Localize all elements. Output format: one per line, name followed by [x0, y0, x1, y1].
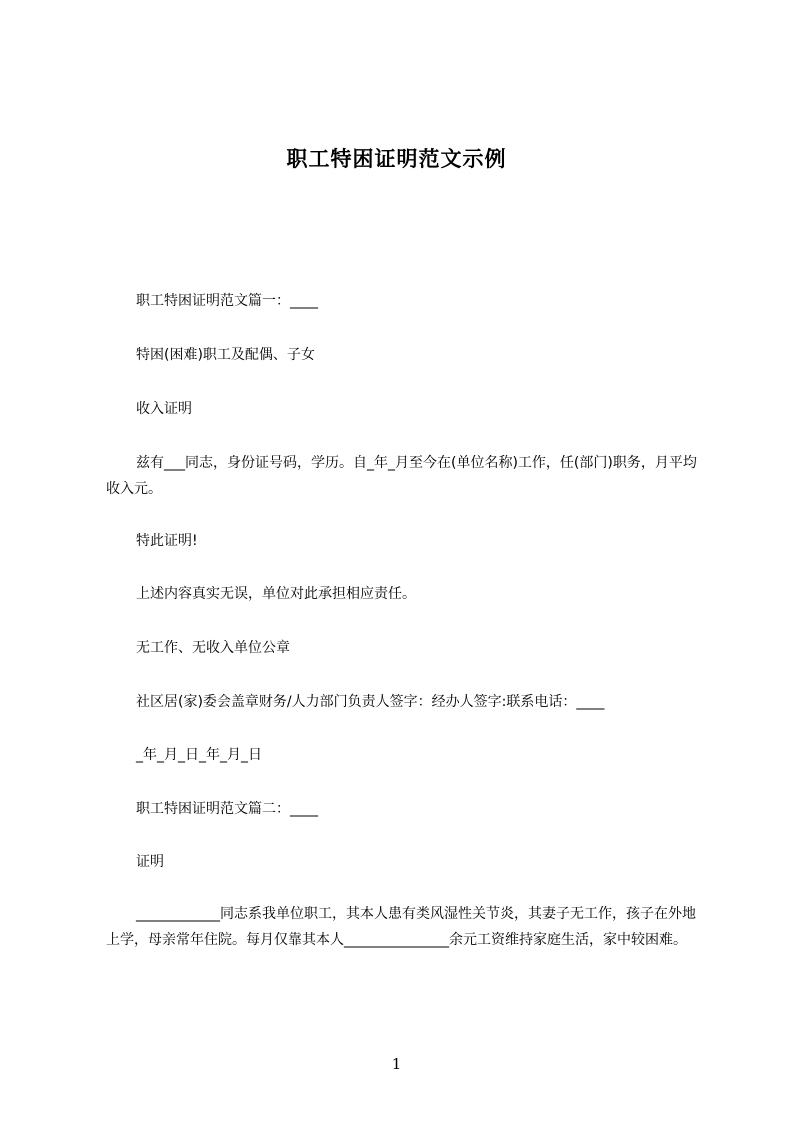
section-heading-1: 职工特困证明范文篇一：____ [136, 293, 318, 309]
form-heading: 收入证明 [136, 401, 192, 417]
body-paragraph-2: ____________同志系我单位职工，其本人患有类风湿性关节炎，其妻子无工作，孩子在外地上学，母亲常年住院。每月仅靠其本人_______________余元工资维持家庭生活，家中较困难。 [106, 906, 696, 948]
signature-line: 社区居(家)委会盖章财务/人力部门负责人签字：经办人签字:联系电话：____ [136, 694, 605, 710]
responsibility-line: 上述内容真实无误，单位对此承担相应责任。 [136, 586, 416, 602]
page-number: 1 [391, 1055, 402, 1073]
body-paragraph-1: 兹有___同志，身份证号码，学历。自_年_月至今在(单位名称)工作，任(部门)职务，月平均收入元。 [106, 455, 697, 497]
form-subtitle: 特困(困难)职工及配偶、子女 [136, 347, 315, 363]
proof-heading: 证明 [136, 854, 164, 870]
date-line: _年_月_日_年_月_日 [136, 747, 262, 763]
document-title: 职工特困证明范文示例 [286, 147, 507, 171]
section-heading-2: 职工特困证明范文篇二：____ [136, 801, 318, 817]
certify-line: 特此证明! [136, 533, 198, 549]
seal-line: 无工作、无收入单位公章 [136, 640, 290, 656]
